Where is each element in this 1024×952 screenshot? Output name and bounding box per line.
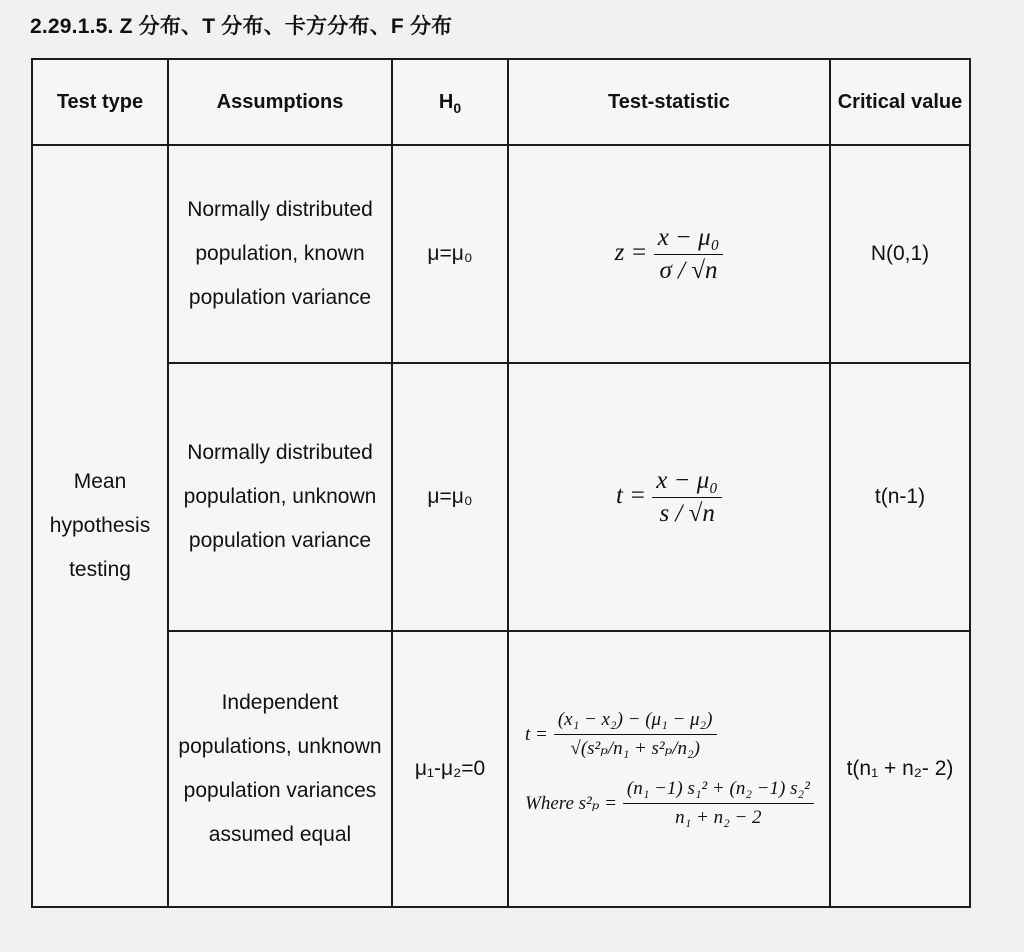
formula-numerator: x − μ₀ [652,466,722,498]
table-row [32,631,970,907]
formula-numerator: x − μ₀ [654,223,724,255]
formula-denominator: σ / √n [659,256,718,284]
t-equation-line [515,707,823,762]
h0-cell: μ=μ₀ [392,145,508,363]
pooled-variance-lhs: Where s²ₚ = [525,792,617,814]
pooled-variance-fraction [623,776,814,831]
critical-value-cell: N(0,1) [830,145,970,363]
critical-value-cell: t(n₁ + n₂- 2) [830,631,970,907]
h0-cell: μ=μ₀ [392,363,508,631]
assumption-cell: Normally distributed population, known population variance [168,145,392,363]
formula-fraction [652,466,722,529]
table-header-row [32,59,970,145]
header-h0 [392,59,508,145]
formula-lhs: t = [615,481,647,509]
formula-fraction [654,223,724,286]
header-test-statistic: Test-statistic [508,59,830,145]
header-h0-subscript: 0 [453,100,462,116]
formula-lhs: z = [614,238,648,266]
section-heading: 2.29.1.5. Z 分布、T 分布、卡方分布、F 分布 [30,15,453,38]
header-critical-value: Critical value [830,59,970,145]
assumption-cell: Independent populations, unknown population variances assumed equal [168,631,392,907]
pooled-variance-denominator: n₁ + n₂ − 2 [675,807,762,828]
pooled-variance-line [515,776,823,831]
hypothesis-test-table [31,58,971,908]
pooled-variance-numerator: (n₁ −1) s₁² + (n₂ −1) s₂² [623,776,814,804]
formula-denominator: s / √n [659,499,715,527]
critical-value-cell: t(n-1) [830,363,970,631]
header-test-type: Test type [32,59,168,145]
t-statistic-formula [615,466,722,527]
assumption-cell: Normally distributed population, unknown population variance [168,363,392,631]
test-type-cell: Mean hypothesis testing [32,145,168,907]
h0-cell: μ₁-μ₂=0 [392,631,508,907]
two-sample-t-formula [515,707,823,831]
formula-denominator: √(s²ₚ/n₁ + s²ₚ/n₂) [570,738,700,759]
statistic-cell [508,363,830,631]
table-row [32,145,970,363]
table-row [32,363,970,631]
statistic-cell [508,631,830,907]
header-assumptions: Assumptions [168,59,392,145]
formula-numerator: (x₁ − x₂) − (μ₁ − μ₂) [554,707,717,735]
header-h0-label: H [438,91,454,113]
statistic-cell [508,145,830,363]
formula-fraction [554,707,717,762]
formula-lhs: t = [525,723,548,745]
